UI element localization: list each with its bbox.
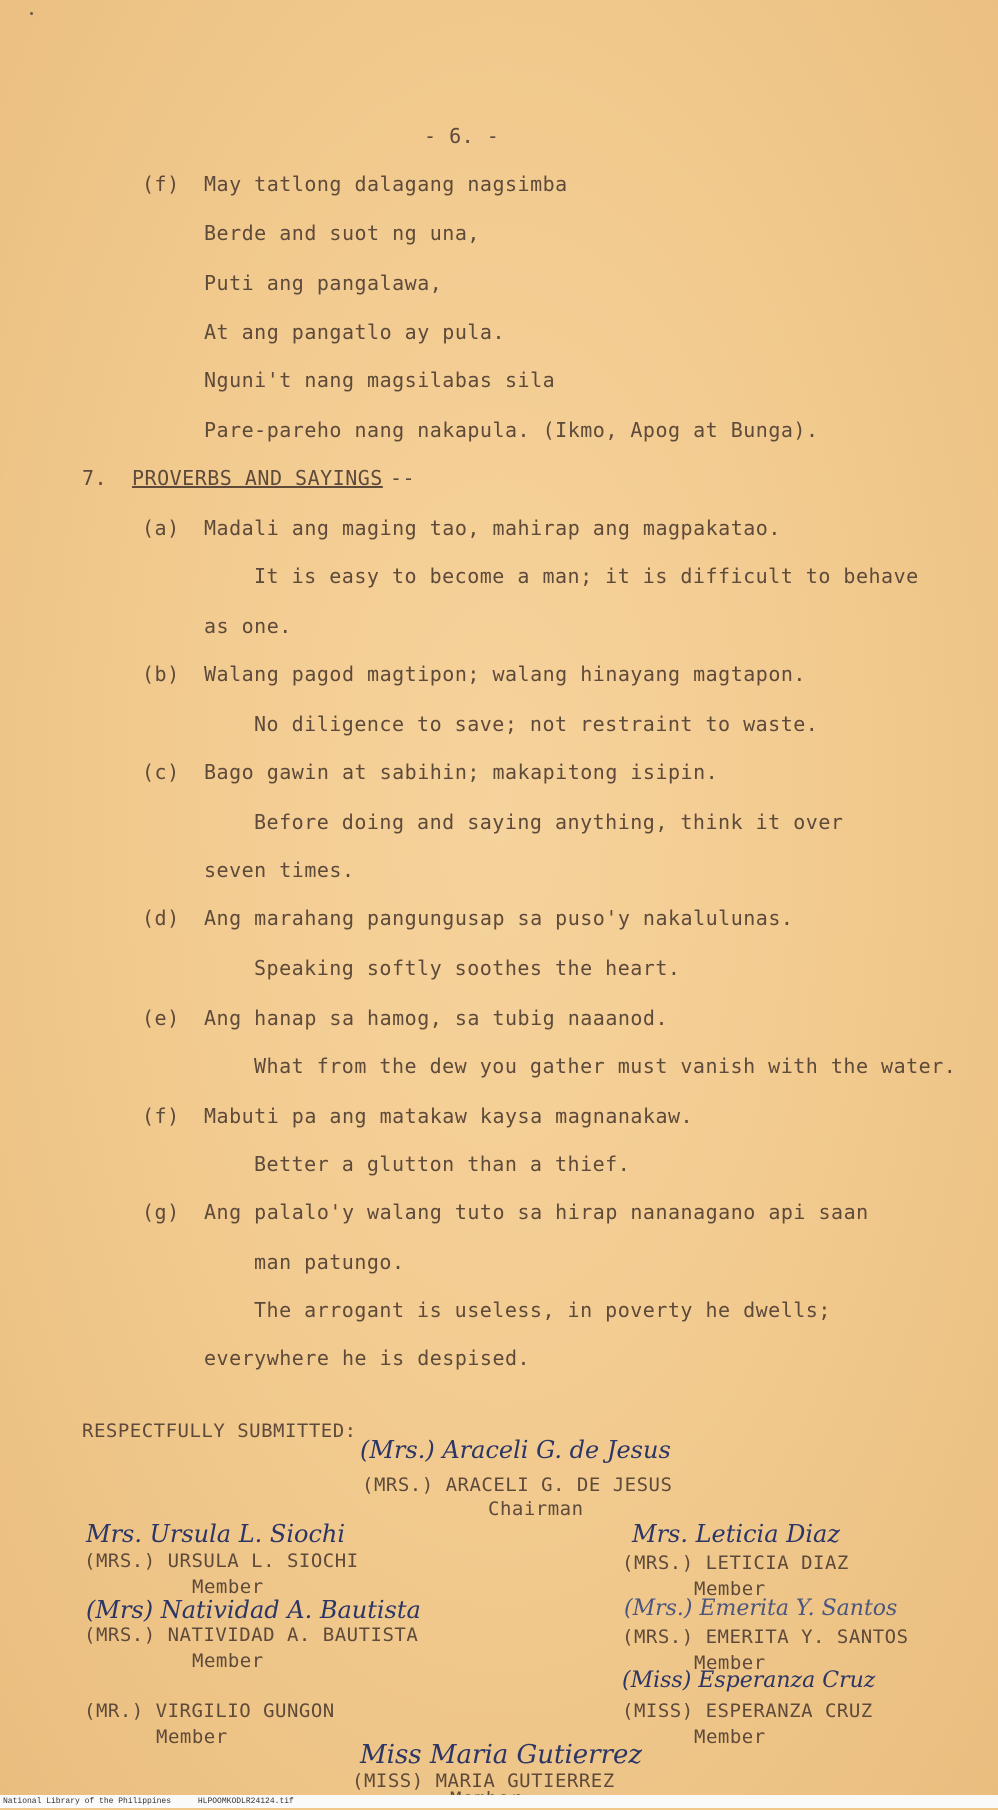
member-role: Member: [192, 1650, 264, 1672]
riddle-line: May tatlong dalagang nagsimba: [204, 172, 568, 196]
proverb-marker: (c): [142, 760, 180, 784]
proverb-translation: What from the dew you gather must vanish with the water.: [254, 1054, 957, 1078]
proverb-text: Ang marahang pangungusap sa puso'y nakalulunas.: [204, 906, 794, 930]
proverb-translation: It is easy to become a man; it is difficult to behave: [254, 564, 919, 588]
footer-file-code: HLPOOMKODLR24124.tif: [197, 1797, 294, 1806]
riddle-line: Berde and suot ng una,: [204, 221, 480, 245]
proverb-text: Ang palalo'y walang tuto sa hirap nananagano api saan: [204, 1200, 869, 1224]
proverb-translation: Speaking softly soothes the heart.: [254, 956, 681, 980]
proverb-translation: as one.: [204, 614, 292, 638]
proverb-translation: Better a glutton than a thief.: [254, 1152, 631, 1176]
signature-cruz: (Miss) Esperanza Cruz: [622, 1668, 876, 1693]
section-title: PROVERBS AND SAYINGS: [132, 466, 383, 490]
riddle-marker: (f): [142, 172, 180, 196]
proverb-marker: (d): [142, 906, 180, 930]
proverb-marker: (f): [142, 1104, 180, 1128]
member-role: Member: [694, 1726, 766, 1748]
riddle-line: Pare-pareho nang nakapula. (Ikmo, Apog at Bunga).: [204, 418, 819, 442]
proverb-translation: Before doing and saying anything, think it over: [254, 810, 844, 834]
section-number: 7.: [82, 466, 108, 490]
proverb-text: Madali ang maging tao, mahirap ang magpakatao.: [204, 516, 781, 540]
page-number: - 6. -: [424, 124, 500, 148]
riddle-line: Puti ang pangalawa,: [204, 271, 443, 295]
signature-chairman: (Mrs.) Araceli G. de Jesus: [360, 1436, 671, 1464]
member-name: (MRS.) URSULA L. SIOCHI: [84, 1550, 359, 1572]
proverb-text: Mabuti pa ang matakaw kaysa magnanakaw.: [204, 1104, 694, 1128]
proverb-translation: No diligence to save; not restraint to waste.: [254, 712, 819, 736]
member-role: Member: [694, 1652, 766, 1674]
member-role: Member: [694, 1578, 766, 1600]
signature-bautista: (Mrs) Natividad A. Bautista: [86, 1596, 421, 1624]
member-name: (MISS) ESPERANZA CRUZ: [622, 1700, 873, 1722]
proverb-translation: everywhere he is despised.: [204, 1346, 531, 1370]
section-dash: --: [390, 466, 416, 490]
signature-santos: (Mrs.) Emerita Y. Santos: [624, 1596, 898, 1621]
scan-footer: [0, 1795, 998, 1808]
member-name: (MR.) VIRGILIO GUNGON: [84, 1700, 335, 1722]
member-name: (MRS.) EMERITA Y. SANTOS: [622, 1626, 909, 1648]
member-name: (MRS.) LETICIA DIAZ: [622, 1552, 849, 1574]
proverb-translation: seven times.: [204, 858, 355, 882]
member-name: (MRS.) NATIVIDAD A. BAUTISTA: [84, 1624, 419, 1646]
proverb-text: Walang pagod magtipon; walang hinayang magtapon.: [204, 662, 806, 686]
signature-diaz: Mrs. Leticia Diaz: [632, 1520, 841, 1548]
proverb-marker: (e): [142, 1006, 180, 1030]
proverb-text: man patungo.: [254, 1250, 405, 1274]
chairman-role: Chairman: [488, 1498, 584, 1520]
member-role: Member: [192, 1576, 264, 1598]
chairman-name: (MRS.) ARACELI G. DE JESUS: [362, 1474, 673, 1496]
riddle-line: At ang pangatlo ay pula.: [204, 320, 505, 344]
proverb-marker: (a): [142, 516, 180, 540]
proverb-text: Bago gawin at sabihin; makapitong isipin.: [204, 760, 719, 784]
member-name: (MISS) MARIA GUTIERREZ: [352, 1770, 615, 1792]
member-role: Member: [156, 1726, 228, 1748]
signature-gutierrez: Miss Maria Gutierrez: [360, 1740, 643, 1770]
submitted-label: RESPECTFULLY SUBMITTED:: [82, 1420, 357, 1442]
footer-library: National Library of the Philippines: [3, 1797, 172, 1806]
proverb-translation: The arrogant is useless, in poverty he dwells;: [254, 1298, 831, 1322]
proverb-text: Ang hanap sa hamog, sa tubig naaanod.: [204, 1006, 669, 1030]
proverb-marker: (g): [142, 1200, 180, 1224]
signature-siochi: Mrs. Ursula L. Siochi: [86, 1520, 346, 1548]
proverb-marker: (b): [142, 662, 180, 686]
riddle-line: Nguni't nang magsilabas sila: [204, 368, 556, 392]
